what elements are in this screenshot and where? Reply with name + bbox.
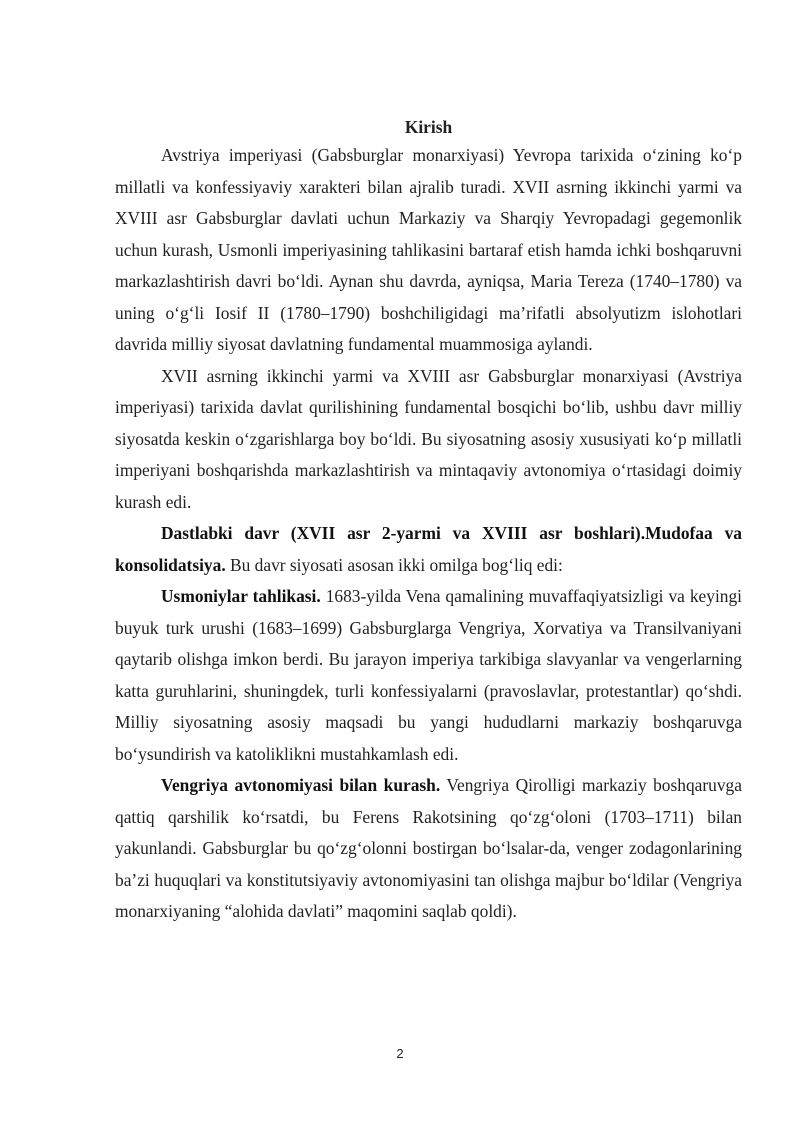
paragraph-text: Vengriya Qirolligi markaziy boshqaruvga qattiq qarshilik ko‘rsatdi, bu Ferens Rakotsining qo‘zg‘oloni (1703–1711) bilan yakunlandi. Gabsburglar bu qo‘zg‘olonni bostirgan bo‘lsalar-da, venger zodagonlarining ba’zi huquqlari va konstitutsiyaviy avtonomiyasini tan olishga majbur bo‘ldilar (Vengriya monarxiyaning “alohida davlati” maqomini saqlab qoldi). — [115, 775, 742, 921]
paragraph-early-period — [115, 518, 742, 581]
paragraph-ottoman-threat — [115, 581, 742, 770]
page-number: 2 — [396, 1046, 404, 1061]
paragraph-hungarian-autonomy — [115, 770, 742, 928]
page-title: Kirish — [404, 117, 453, 137]
paragraph-overview — [115, 361, 742, 519]
paragraph-text: Avstriya imperiyasi (Gabsburglar monarxiyasi) Yevropa tarixida o‘zining ko‘p millatli va konfessiyaviy xarakteri bilan ajralib turadi. XVII asrning ikkinchi yarmi va XVIII asr Gabsburglar davlati uchun Markaziy va Sharqiy Yevropadagi gegemonlik uchun kurash, Usmonli imperiyasining tahlikasini bartaraf etish hamda ichki boshqaruvni markazlashtirish davri bo‘ldi. Aynan shu davrda, ayniqsa, Maria Tereza (1740–1780) va uning o‘g‘li Iosif II (1780–1790) boshchiligidagi ma’rifatli absolyutizm islohotlari davrida milliy siyosat davlatning fundamental muammosiga aylandi. — [115, 145, 742, 354]
paragraph-intro — [115, 140, 742, 361]
paragraph-text: 1683-yilda Vena qamalining muvaffaqiyatsizligi va keyingi buyuk turk urushi (1683–1699) Gabsburglarga Vengriya, Xorvatiya va Transilvaniyani qaytarib olishga imkon berdi. Bu jarayon imperiya tarkibiga slavyanlar va vengerlarning katta guruhlarini, shuningdek, turli konfessiyalarni (pravoslavlar, protestantlar) qo‘shdi. Milliy siyosatning asosiy maqsadi bu yangi hududlarni markaziy boshqaruvga bo‘ysundirish va katoliklikni mustahkamlash edi. — [115, 586, 742, 764]
paragraph-heading: Dastlabki davr (XVII asr 2-yarmi va XVIII asr boshlari).Mudofaa va konsolidatsiya. — [115, 523, 742, 575]
paragraph-heading: Usmoniylar tahlikasi. — [161, 586, 321, 606]
paragraph-heading: Vengriya avtonomiyasi bilan kurash. — [161, 775, 441, 795]
paragraph-text: Bu davr siyosati asosan ikki omilga bog‘liq edi: — [225, 554, 563, 575]
paragraph-text: XVII asrning ikkinchi yarmi va XVIII asr Gabsburglar monarxiyasi (Avstriya imperiyasi) tarixida davlat qurilishining fundamental bosqichi bo‘lib, ushbu davr milliy siyosatda keskin o‘zgarishlarga boy bo‘ldi. Bu siyosatning asosiy xususiyati ko‘p millatli imperiyani boshqarishda markazlashtirish va mintaqaviy avtonomiya o‘rtasidagi doimiy kurash edi. — [115, 365, 742, 512]
document-page — [115, 114, 742, 928]
